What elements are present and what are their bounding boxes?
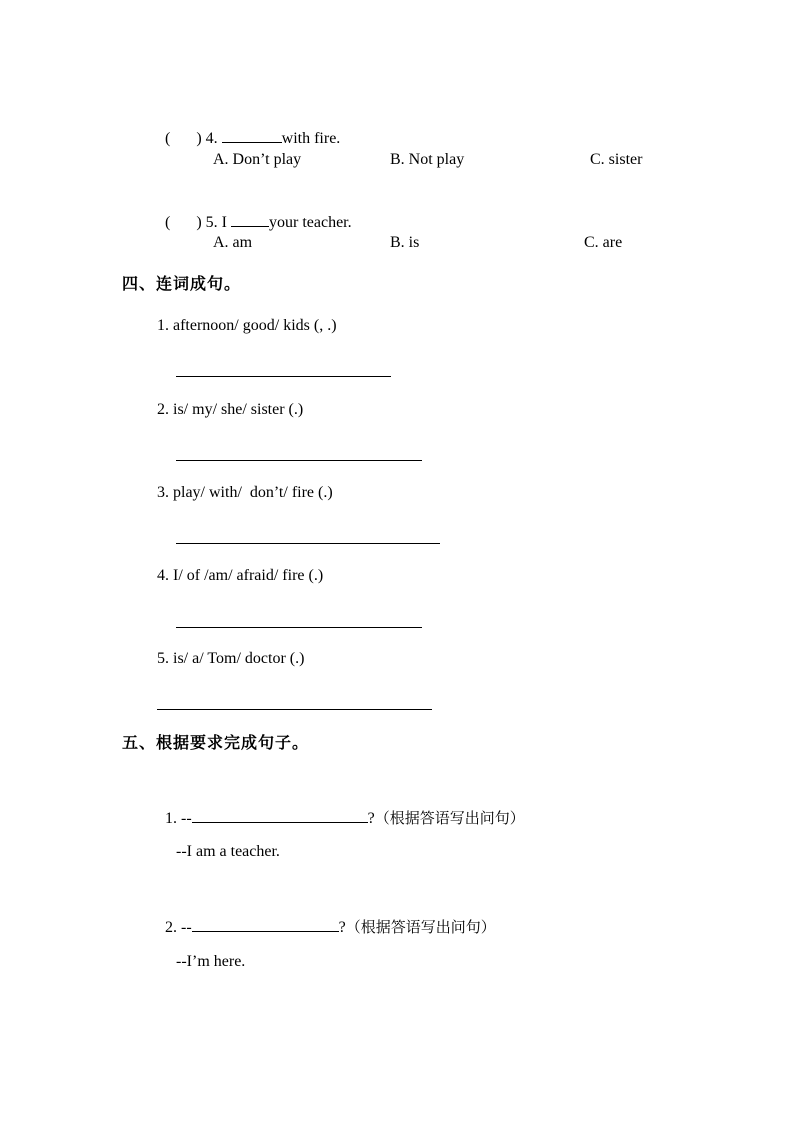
question-blank-1[interactable]: [192, 808, 368, 823]
answer-1: --I am a teacher.: [176, 843, 280, 860]
question-number: 5.: [205, 214, 218, 231]
item-note: （根据答语写出问句）: [374, 809, 525, 827]
complete-item-2: [157, 897, 496, 938]
answer-line-4[interactable]: [176, 627, 422, 628]
option-b: B. Not play: [390, 151, 465, 168]
fill-blank[interactable]: [222, 128, 282, 143]
item-prefix: 1. --: [165, 810, 192, 827]
option-a: A. Don’t play: [213, 151, 302, 168]
answer-line-5[interactable]: [157, 709, 432, 710]
answer-2: --I’m here.: [176, 953, 246, 970]
question-5: [157, 192, 352, 233]
question-text-before: I: [221, 214, 227, 231]
item-prefix: 2. --: [165, 919, 192, 936]
question-text: your teacher.: [268, 214, 352, 231]
reorder-item-2: 2. is/ my/ she/ sister (.): [157, 401, 304, 418]
question-4: [157, 108, 340, 149]
answer-line-3[interactable]: [176, 543, 440, 544]
reorder-item-1: 1. afternoon/ good/ kids (, .): [157, 317, 337, 334]
fill-blank[interactable]: [231, 212, 269, 227]
complete-item-1: [157, 788, 525, 829]
answer-paren-open: (: [165, 130, 171, 147]
answer-line-1[interactable]: [176, 376, 391, 377]
item-suffix: ?: [338, 919, 346, 936]
answer-paren-close: ): [196, 214, 202, 231]
question-number: 4.: [205, 130, 218, 147]
answer-paren-open: (: [165, 214, 171, 231]
reorder-item-4: 4. I/ of /am/ afraid/ fire (.): [157, 567, 324, 584]
question-text: with fire.: [281, 130, 341, 147]
option-c: C. sister: [590, 151, 643, 168]
item-suffix: ?: [367, 810, 375, 827]
item-note: （根据答语写出问句）: [345, 918, 496, 936]
option-b: B. is: [390, 234, 420, 251]
answer-line-2[interactable]: [176, 460, 422, 461]
reorder-item-3: 3. play/ with/ don’t/ fire (.): [157, 484, 333, 501]
section-5-heading: 五、根据要求完成句子。: [122, 733, 310, 752]
section-4-heading: 四、连词成句。: [122, 274, 242, 293]
answer-paren-close: ): [196, 130, 202, 147]
question-blank-2[interactable]: [192, 917, 339, 932]
reorder-item-5: 5. is/ a/ Tom/ doctor (.): [157, 650, 305, 667]
option-a: A. am: [213, 234, 253, 251]
option-c: C. are: [584, 234, 623, 251]
